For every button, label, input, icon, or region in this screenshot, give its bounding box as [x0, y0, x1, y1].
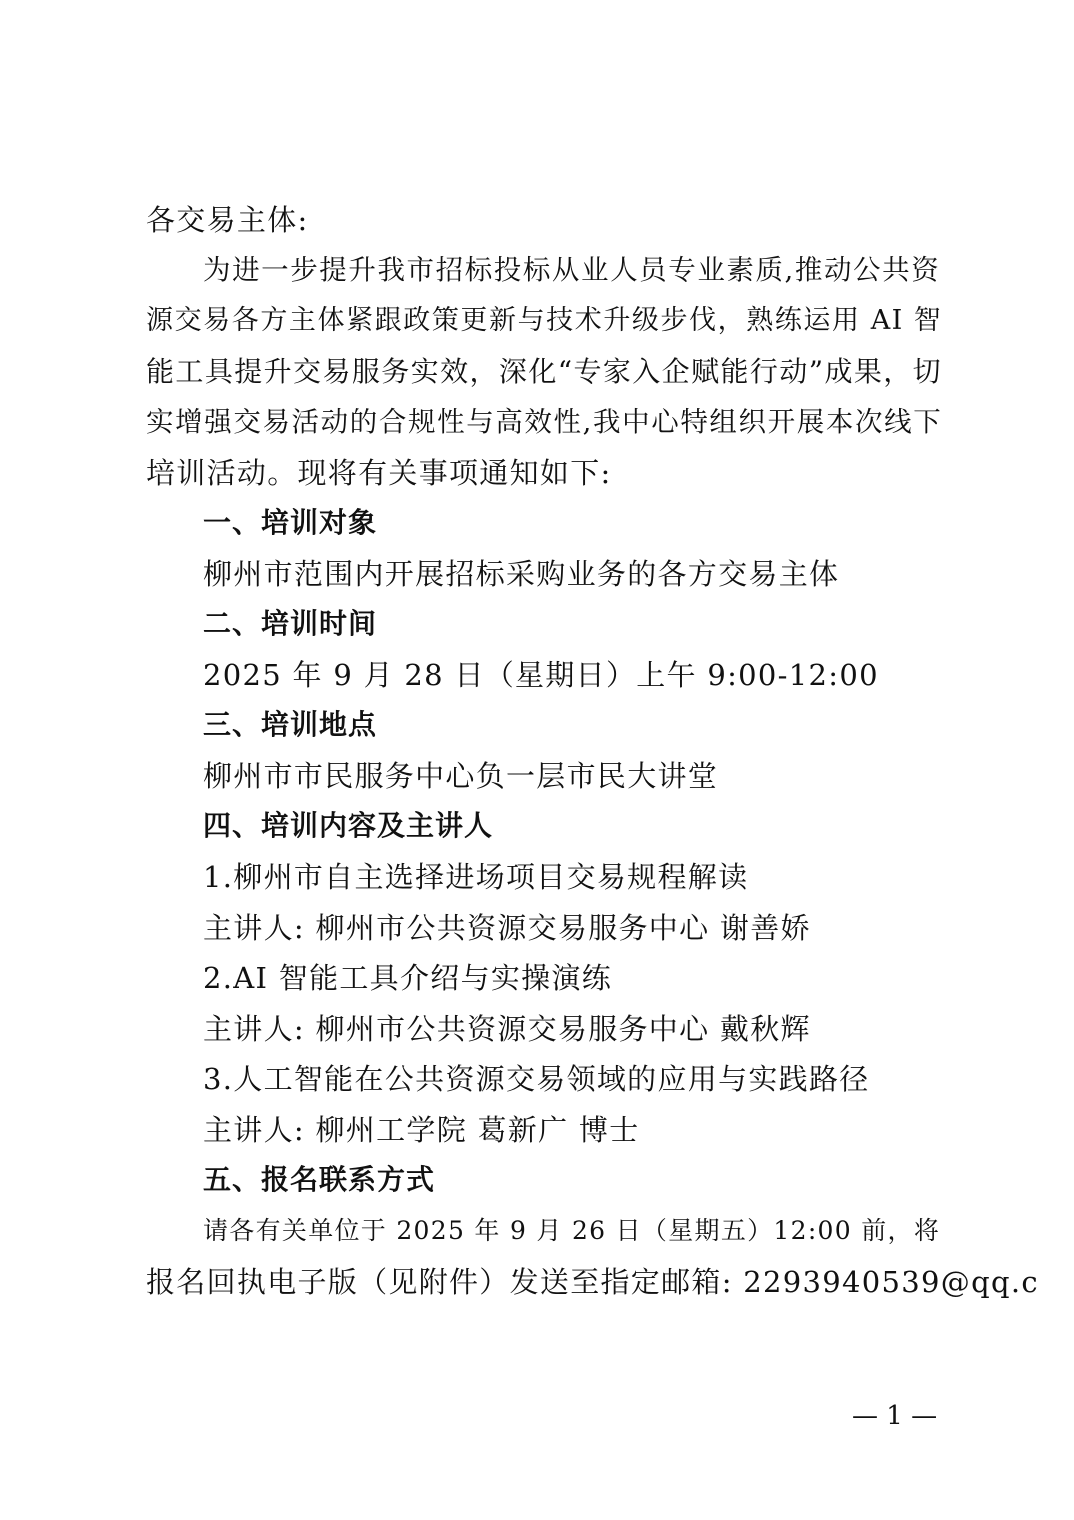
- section-heading-time: 二、培训时间: [203, 607, 378, 640]
- content-speaker-3: 主讲人: 柳州工学院 葛新广 博士: [203, 1113, 640, 1147]
- section-heading-place: 三、培训地点: [203, 708, 378, 741]
- section-heading-contact: 五、报名联系方式: [203, 1163, 436, 1196]
- section-heading-content: 四、培训内容及主讲人: [203, 809, 494, 842]
- section-text-place: 柳州市市民服务中心负一层市民大讲堂: [203, 759, 719, 793]
- intro-line-1: 为进一步提升我市招标投标从业人员专业素质,推动公共资: [203, 254, 940, 286]
- section-heading-target: 一、培训对象: [203, 506, 378, 539]
- content-speaker-2: 主讲人: 柳州市公共资源交易服务中心 戴秋辉: [203, 1012, 811, 1046]
- intro-line-4: 实增强交易活动的合规性与高效性,我中心特组织开展本次线下: [146, 406, 942, 438]
- contact-line-1: 请各有关单位于 2025 年 9 月 26 日（星期五）12:00 前，将: [203, 1216, 941, 1245]
- content-topic-1: 1.柳州市自主选择进场项目交易规程解读: [203, 860, 749, 894]
- intro-line-2: 源交易各方主体紧跟政策更新与技术升级步伐，熟练运用 AI 智: [146, 305, 942, 336]
- content-speaker-1: 主讲人: 柳州市公共资源交易服务中心 谢善娇: [203, 911, 811, 945]
- contact-line-2: 报名回执电子版（见附件）发送至指定邮箱: 2293940539@qq.c: [146, 1265, 1039, 1299]
- content-topic-2: 2.AI 智能工具介绍与实操演练: [203, 961, 613, 995]
- intro-line-5: 培训活动。现将有关事项通知如下:: [146, 456, 612, 490]
- content-topic-3: 3.人工智能在公共资源交易领域的应用与实践路径: [203, 1062, 870, 1096]
- section-text-target: 柳州市范围内开展招标采购业务的各方交易主体: [203, 557, 840, 591]
- intro-line-3: 能工具提升交易服务实效，深化“专家入企赋能行动”成果，切: [146, 355, 942, 388]
- salutation: 各交易主体:: [146, 203, 309, 237]
- section-text-time: 2025 年 9 月 28 日（星期日）上午 9:00-12:00: [203, 658, 879, 692]
- page-number: — 1 —: [852, 1401, 938, 1431]
